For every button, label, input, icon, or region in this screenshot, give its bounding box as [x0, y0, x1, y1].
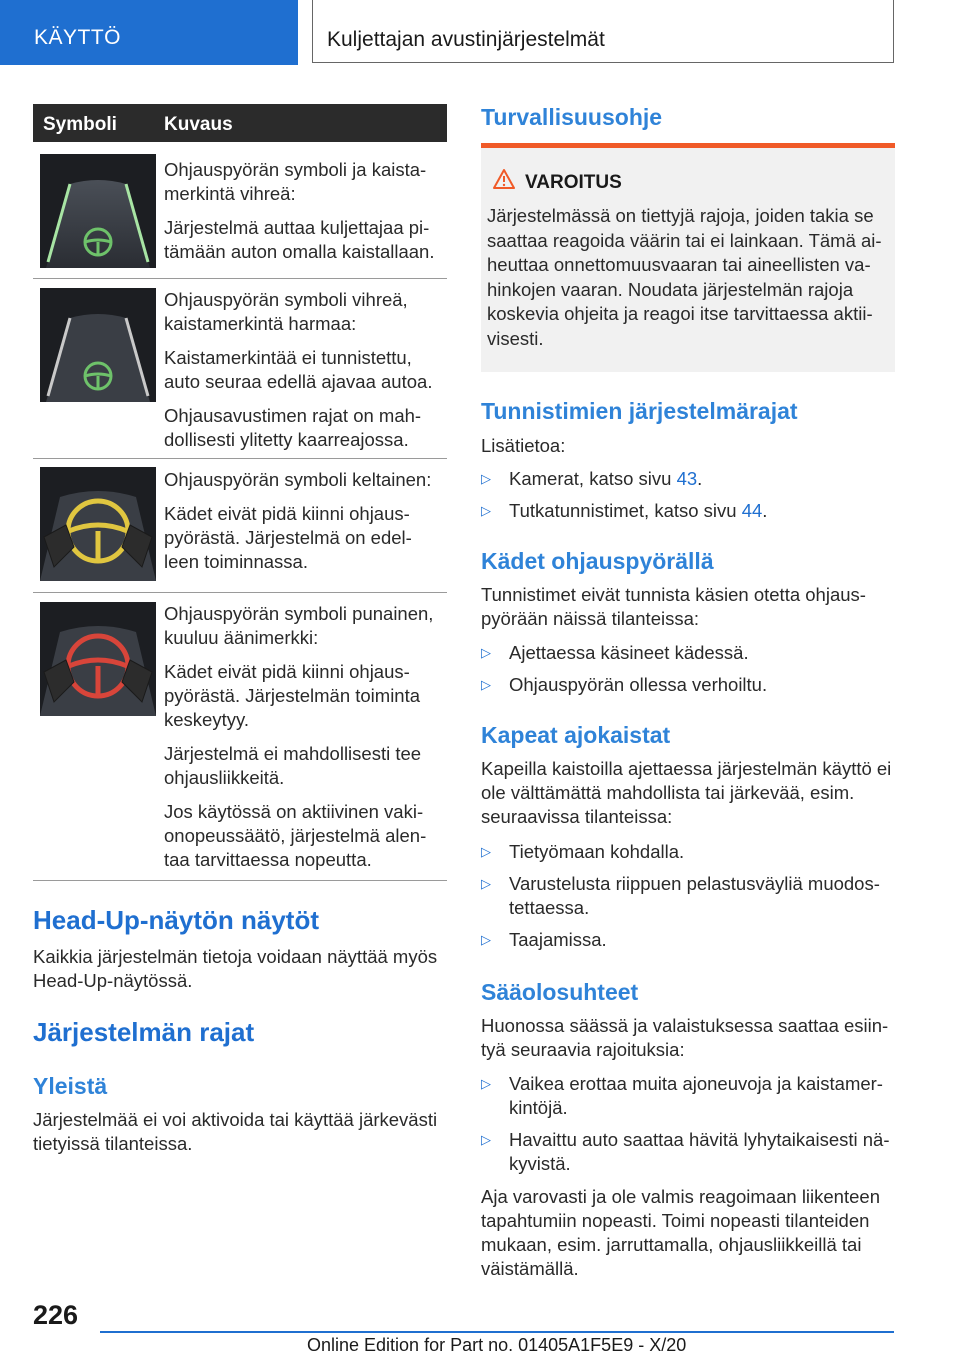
hud-heading: Head-Up-näytön näytöt	[33, 905, 319, 935]
list-item-text: Varustelusta riippuen pelastusväyliä muodos-tettaessa.	[509, 873, 880, 918]
page-number: 226	[33, 1300, 79, 1330]
steering-wheel-green-lanes-grey-icon	[40, 288, 156, 402]
warning-text: Järjestelmässä on tiettyjä rajoja, joiden takia se saattaa reagoida väärin tai ei lainkaan. Tämä ai-heuttaa onnettomuusvaaran tai aineellisten va-hinkojen vaaran. Noudata järjestelmän rajoja koskevia ohjeita ja reagoi itse tarvittaessa aktii-visesti.	[487, 205, 882, 349]
bullet-triangle-icon: ▷	[481, 471, 491, 486]
list-item-text: Tietyömaan kohdalla.	[509, 841, 685, 862]
steering-wheel-yellow-hands-icon	[40, 467, 156, 581]
table-header	[33, 104, 447, 142]
weather-conclusion: Aja varovasti ja ole valmis reagoimaan liikenteen tapahtumiin nopeasti. Toimi nopeasti tilanteiden mukaan, esim. jarruttamalla, ohjausliikkeillä tai väistämällä.	[481, 1186, 880, 1279]
weather-text: Huonossa säässä ja valaistuksessa saattaa esiin-tyä seuraavia rajoituksia:	[481, 1015, 889, 1060]
bullet-triangle-icon: ▷	[481, 503, 491, 518]
safety-heading: Turvallisuusohje	[481, 104, 663, 130]
steering-wheel-green-lanes-green-icon	[40, 154, 156, 268]
row-description: Järjestelmä auttaa kuljettajaa pi-tämään auton omalla kaistallaan.	[164, 217, 435, 262]
footer-rule	[100, 1331, 894, 1333]
section-tab[interactable]	[0, 0, 298, 65]
hands-heading: Kädet ohjauspyörällä	[481, 548, 714, 574]
bullet-triangle-icon: ▷	[481, 1132, 491, 1147]
chapter-tab[interactable]	[312, 0, 894, 63]
row-description: Kädet eivät pidä kiinni ohjaus-pyörästä. Järjestelmä on edel-leen toiminnassa.	[164, 503, 412, 572]
bullet-triangle-icon: ▷	[481, 645, 491, 660]
warning-title: VAROITUS	[525, 172, 622, 193]
hud-text: Kaikkia järjestelmän tietoja voidaan näyttää myös Head-Up-näytössä.	[33, 946, 438, 991]
page-link[interactable]: 43	[676, 468, 698, 489]
row-description: Ohjauspyörän symboli punainen, kuuluu äänimerkki:	[164, 603, 434, 648]
column-description-header: Kuvaus	[164, 114, 233, 135]
limits-heading: Järjestelmän rajat	[33, 1017, 255, 1047]
list-item-text: Ajettaessa käsineet kädessä.	[509, 642, 749, 663]
list-item-text: Ohjauspyörän ollessa verhoiltu.	[509, 674, 768, 695]
list-item-text: Taajamissa.	[509, 929, 607, 950]
column-symbol-header: Symboli	[43, 114, 117, 135]
row-description: Järjestelmä ei mahdollisesti tee ohjausliikkeitä.	[164, 743, 422, 788]
list-item-text: Havaittu auto saattaa hävitä lyhytaikaisesti nä-kyvistä.	[509, 1129, 890, 1174]
sensor-heading: Tunnistimien järjestelmärajat	[481, 398, 798, 424]
bullet-triangle-icon: ▷	[481, 932, 491, 947]
sensor-intro: Lisätietoa:	[481, 435, 566, 456]
bullet-triangle-icon: ▷	[481, 1076, 491, 1091]
general-heading: Yleistä	[33, 1073, 108, 1099]
warning-triangle-icon	[492, 168, 516, 195]
list-item-text: Vaikea erottaa muita ajoneuvoja ja kaistamer-kintöjä.	[509, 1073, 883, 1118]
warning-box	[481, 148, 895, 372]
chapter-tab-label: Kuljettajan avustinjärjestelmät	[327, 28, 605, 51]
row-description: Jos käytössä on aktiivinen vaki-onopeussäätö, järjestelmä alen-taa tarvittaessa nopeutta.	[164, 801, 427, 870]
bullet-triangle-icon: ▷	[481, 876, 491, 891]
row-description: Kaistamerkintää ei tunnistettu, auto seuraa edellä ajavaa autoa.	[164, 347, 433, 392]
row-divider	[33, 592, 447, 593]
row-description: Kädet eivät pidä kiinni ohjaus-pyörästä. Järjestelmän toiminta keskeytyy.	[164, 661, 421, 730]
general-text: Järjestelmää ei voi aktivoida tai käyttää järkevästi tietyissä tilanteissa.	[33, 1109, 438, 1154]
row-description: Ohjauspyörän symboli ja kaista-merkintä vihreä:	[164, 159, 427, 204]
narrow-heading: Kapeat ajokaistat	[481, 722, 671, 748]
list-item-text: Tutkatunnistimet, katso sivu	[509, 500, 742, 521]
weather-heading: Sääolosuhteet	[481, 979, 639, 1005]
hands-text: Tunnistimet eivät tunnista käsien otetta ohjaus-pyörään näissä tilanteissa:	[481, 584, 866, 629]
bullet-triangle-icon: ▷	[481, 844, 491, 859]
row-description: Ohjauspyörän symboli keltainen:	[164, 469, 432, 490]
row-divider	[33, 458, 447, 459]
list-item-text: Kamerat, katso sivu	[509, 468, 677, 489]
narrow-text: Kapeilla kaistoilla ajettaessa järjestelmän käyttö ei ole välttämättä mahdollista tai järkevää, esim. seuraavissa tilanteissa:	[481, 758, 892, 827]
page-link[interactable]: 44	[741, 500, 763, 521]
steering-wheel-red-hands-icon	[40, 602, 156, 716]
row-description: Ohjausavustimen rajat on mah-dollisesti ylitetty kaarreajossa.	[164, 405, 422, 450]
row-description: Ohjauspyörän symboli vihreä, kaistamerkintä harmaa:	[164, 289, 408, 334]
row-divider	[33, 278, 447, 279]
section-tab-label: KÄYTTÖ	[34, 26, 122, 49]
bullet-triangle-icon: ▷	[481, 677, 491, 692]
row-divider	[33, 880, 447, 881]
edition-note: Online Edition for Part no. 01405A1F5E9 - X/20	[307, 1335, 687, 1355]
